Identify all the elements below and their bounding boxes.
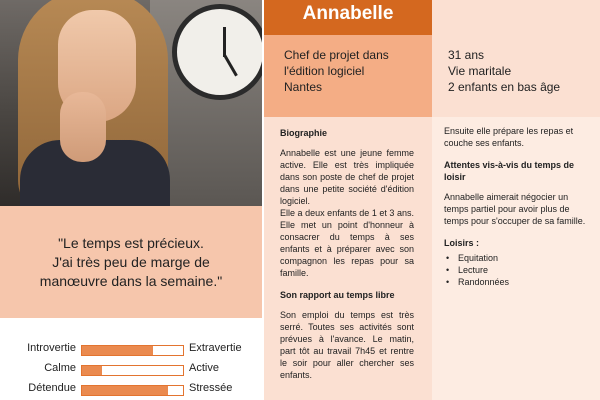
scale-row [0,360,262,378]
biography-paragraph: Annabelle est une jeune femme active. Elle est très impliquée dans son poste de chef de projet dans une petite société d'édition logiciel. [280,148,414,206]
role-line: Chef de projet dans [284,48,389,62]
scale-fill [82,386,168,395]
scale-right-label: Extravertie [189,342,242,354]
quote-box [0,206,262,318]
scale-fill [82,346,153,355]
role-line: l'édition logiciel [284,64,365,78]
quote-line: "Le temps est précieux. [58,234,204,251]
scale-track [81,345,184,356]
quote-text [40,234,222,291]
scale-row [0,340,262,358]
quote-line: manœuvre dans la semaine." [39,272,223,289]
persona-photo [0,0,262,206]
role-box [264,35,432,117]
scale-fill [82,366,102,375]
photo-hand [60,92,106,162]
expectations-text: Annabelle aimerait négocier un temps partiel pour avoir plus de temps pour s'occuper de sa famille. [444,192,586,226]
free-time-paragraph: Son emploi du temps est très serré. Toutes ses activités sont prévues à l'avance. Le matin, part tôt au travail 7h45 et rentre le soir pour aller chercher ses enfants. [280,310,414,380]
list-item: • Lecture [444,264,588,276]
personality-scales [0,318,262,400]
expectations-title: Attentes vis-à-vis du temps de loisir [444,160,575,182]
role-line: Nantes [284,80,323,94]
header-spacer [432,0,600,35]
list-item: • Equitation [444,252,588,264]
hobbies-list [444,252,588,288]
facts-box [432,35,600,117]
hobbies-title: Loisirs : [444,238,480,248]
persona-name: Annabelle [264,0,432,35]
continuation-text: Ensuite elle prépare les repas et couche ses enfants. [444,126,574,148]
scale-right-label: Active [189,362,219,374]
fact-children: 2 enfants en bas âge [448,80,561,94]
biography-title: Biographie [280,128,328,138]
scale-track [81,385,184,396]
quote-line: J'ai très peu de marge de [52,253,210,270]
scale-left-label: Introvertie [27,342,76,354]
scale-left-label: Calme [44,362,76,374]
details-column [432,117,600,400]
clock-icon [172,4,262,100]
fact-age: 31 ans [448,48,485,62]
scale-row [0,380,262,398]
biography-paragraph: Elle a deux enfants de 1 et 3 ans. Elle met un point d'honneur à consacrer du temps à ses enfants et à préparer avec son compagnon les repas pour sa famille. [280,208,414,278]
scale-right-label: Stressée [189,382,233,394]
scale-left-label: Détendue [28,382,76,394]
scale-track [81,365,184,376]
biography-column [264,117,432,400]
fact-status: Vie maritale [448,64,512,78]
list-item: • Randonnées [444,276,588,288]
free-time-title: Son rapport au temps libre [280,290,395,300]
